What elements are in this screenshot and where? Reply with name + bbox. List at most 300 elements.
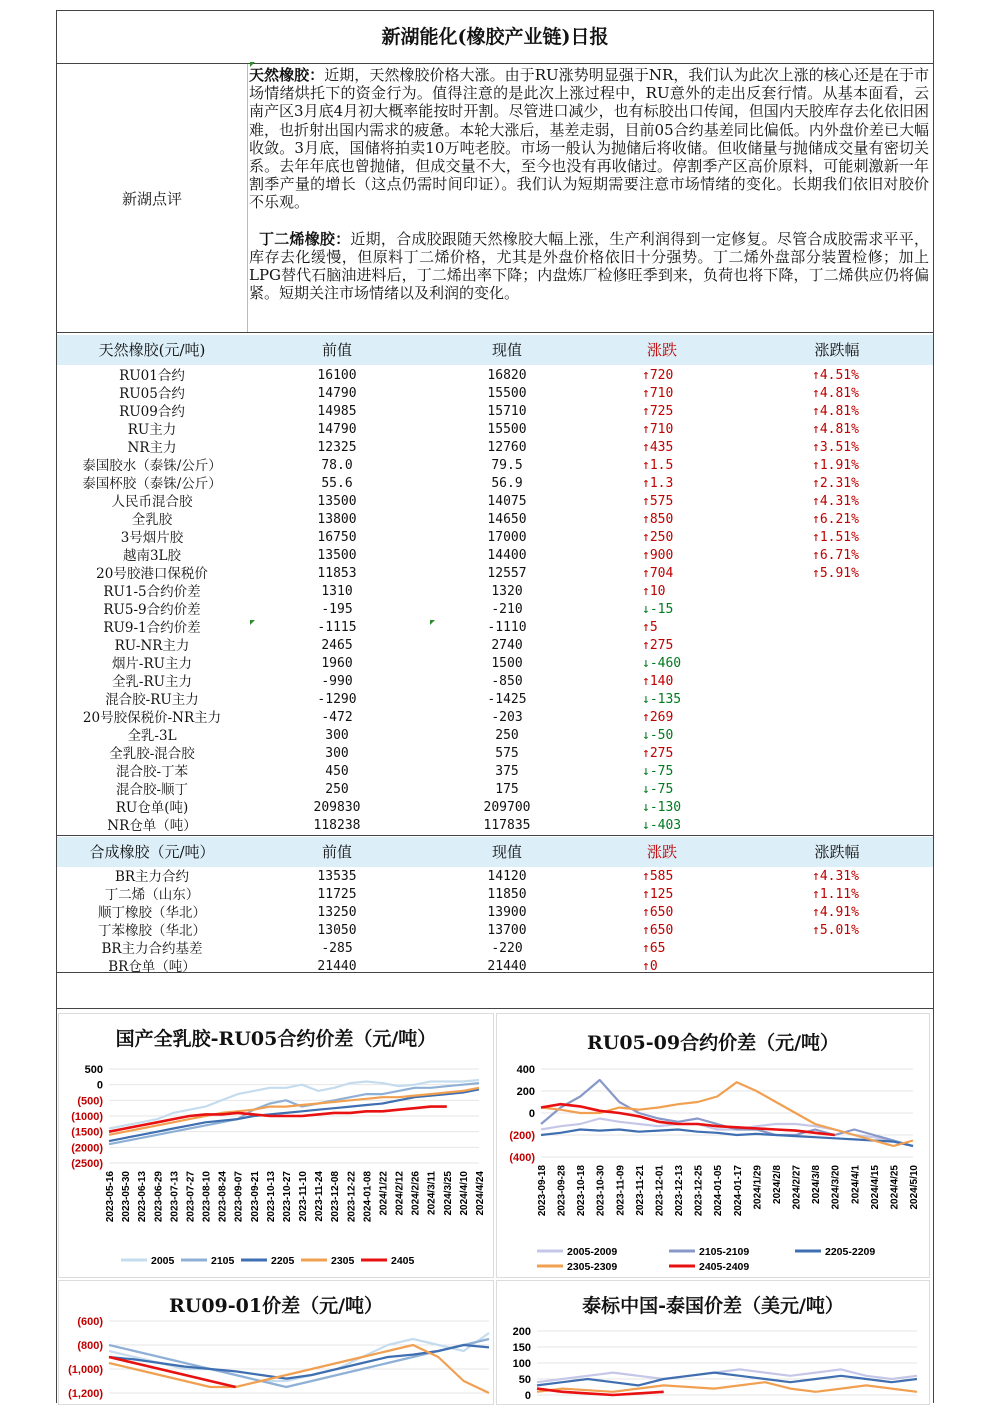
y-tick-label: (1,000) <box>68 1364 103 1376</box>
table-row <box>57 655 933 673</box>
y-tick-label: (200) <box>509 1130 535 1142</box>
row-prev: 209830 <box>313 800 361 815</box>
up-arrow-icon: ↑ <box>812 422 820 437</box>
row-pct-value: 6.21% <box>819 512 859 527</box>
row-cur: 14120 <box>487 869 527 884</box>
x-tick-label: 2023-12-22 <box>346 1171 358 1223</box>
row-name: RU05合约 <box>119 386 185 402</box>
row-name: 人民币混合胶 <box>111 494 193 510</box>
row-name: 混合胶-顺丁 <box>115 782 189 798</box>
up-arrow-icon: ↑ <box>642 746 650 761</box>
row-cur: 14650 <box>487 512 527 527</box>
row-chg <box>642 763 702 781</box>
row-cur: 15500 <box>487 386 527 401</box>
chart-ru05-09-spread <box>496 1013 930 1278</box>
chart-latex-ru05-spread <box>58 1013 494 1278</box>
row-prev: -990 <box>321 674 353 689</box>
table-row <box>57 709 933 727</box>
row-chg-value: 10 <box>649 584 666 599</box>
row-pct <box>812 904 892 922</box>
row-chg-value: 650 <box>649 923 674 938</box>
row-chg-value: -75 <box>649 764 674 779</box>
row-prev: 450 <box>325 764 349 779</box>
row-cur: 13900 <box>487 905 527 920</box>
row-pct <box>812 922 892 940</box>
up-arrow-icon: ↑ <box>642 566 650 581</box>
header-pct: 涨跌幅 <box>814 843 860 861</box>
legend-label: 2305 <box>331 1255 355 1267</box>
row-name: RU1-5合约价差 <box>103 584 201 600</box>
comment-natural-head: 天然橡胶： <box>249 66 325 84</box>
table-row <box>57 583 933 601</box>
row-chg <box>642 439 702 457</box>
x-tick-label: 2024/2/8 <box>771 1165 783 1204</box>
row-cur: 1320 <box>491 584 523 599</box>
row-pct <box>812 493 892 511</box>
comment-label-text: 新湖点评 <box>121 189 182 208</box>
row-name: RU09合约 <box>119 404 185 420</box>
row-prev: -195 <box>321 602 353 617</box>
up-arrow-icon: ↑ <box>642 476 650 491</box>
row-chg-value: 725 <box>649 404 674 419</box>
legend-label: 2405-2409 <box>699 1261 750 1273</box>
row-prev: 118238 <box>313 818 361 833</box>
up-arrow-icon: ↑ <box>642 512 650 527</box>
up-arrow-icon: ↑ <box>812 566 820 581</box>
row-prev: 12325 <box>317 440 357 455</box>
x-tick-label: 2023-07-27 <box>185 1171 197 1223</box>
row-cur: -850 <box>491 674 523 689</box>
x-tick-label: 2023-08-10 <box>201 1171 213 1223</box>
row-chg-value: 65 <box>649 941 666 956</box>
row-cur: 1500 <box>491 656 523 671</box>
row-pct-value: 4.31% <box>819 494 859 509</box>
row-pct <box>812 475 892 493</box>
comment-br-head: 丁二烯橡胶： <box>259 229 351 248</box>
table-row <box>57 868 933 886</box>
row-name: NR主力 <box>127 440 177 456</box>
row-prev: 21440 <box>317 959 357 974</box>
row-prev: 13500 <box>317 548 357 563</box>
x-tick-label: 2023-09-28 <box>556 1165 568 1217</box>
cell-comment-marker <box>430 620 435 625</box>
table-row <box>57 799 933 817</box>
row-prev: 78.0 <box>321 458 353 473</box>
x-tick-label: 2024/5/10 <box>909 1165 920 1210</box>
row-chg <box>642 421 702 439</box>
row-chg <box>642 781 702 799</box>
row-cur: -1425 <box>487 692 527 707</box>
row-chg-value: -135 <box>649 692 682 707</box>
row-name: RU仓单(吨) <box>115 800 189 816</box>
x-tick-label: 2023-09-21 <box>249 1171 261 1223</box>
row-pct-value: 4.81% <box>819 422 859 437</box>
row-name: RU-NR主力 <box>114 638 190 654</box>
table-row <box>57 565 933 583</box>
row-name: 20号胶港口保税价 <box>96 566 208 582</box>
row-pct <box>812 421 892 439</box>
y-tick-label: (600) <box>77 1316 103 1328</box>
row-cur: 12760 <box>487 440 527 455</box>
table-row <box>57 940 933 958</box>
x-tick-label: 2024/1/29 <box>752 1165 764 1210</box>
row-prev: 14790 <box>317 422 357 437</box>
row-chg <box>642 886 702 904</box>
chart-svg <box>497 1281 929 1404</box>
row-pct <box>812 886 892 904</box>
table-row <box>57 958 933 976</box>
header-chg: 涨跌 <box>646 843 677 861</box>
row-cur: 209700 <box>483 800 531 815</box>
x-tick-label: 2023-12-13 <box>674 1165 686 1217</box>
x-tick-label: 2024/2/26 <box>410 1171 422 1216</box>
chart-svg <box>59 1014 493 1277</box>
row-chg <box>642 475 702 493</box>
row-prev: -1115 <box>317 620 357 635</box>
series-line <box>109 1345 489 1379</box>
series-line <box>109 1357 236 1387</box>
row-chg <box>642 727 702 745</box>
up-arrow-icon: ↑ <box>642 923 650 938</box>
y-tick-label: (1,200) <box>68 1388 103 1400</box>
row-chg-value: 5 <box>649 620 658 635</box>
series-line <box>541 1082 913 1146</box>
up-arrow-icon: ↑ <box>812 368 820 383</box>
row-pct-value: 5.01% <box>819 923 859 938</box>
x-tick-label: 2024/1/22 <box>378 1171 390 1216</box>
y-tick-label: 0 <box>96 1079 103 1092</box>
header-prev: 前值 <box>321 843 352 861</box>
row-name: BR仓单（吨） <box>108 959 196 975</box>
x-tick-label: 2023-09-07 <box>233 1171 245 1223</box>
row-prev: 2465 <box>321 638 353 653</box>
row-pct-value: 4.81% <box>819 386 859 401</box>
row-cur: 16820 <box>487 368 527 383</box>
row-chg-value: 710 <box>649 422 674 437</box>
chart-title: RU05-09合约价差（元/吨） <box>586 1032 840 1054</box>
y-tick-label: 150 <box>512 1342 531 1354</box>
x-tick-label: 2024/3/11 <box>426 1171 438 1215</box>
down-arrow-icon: ↓ <box>642 728 650 743</box>
row-prev: 14790 <box>317 386 357 401</box>
row-chg-value: -130 <box>649 800 682 815</box>
y-tick-label: 200 <box>516 1086 535 1098</box>
legend-label: 2105-2109 <box>699 1246 750 1258</box>
row-chg <box>642 817 702 835</box>
up-arrow-icon: ↑ <box>812 548 820 563</box>
divider <box>57 332 933 333</box>
x-tick-label: 2023-10-18 <box>576 1165 588 1217</box>
row-chg-value: 704 <box>649 566 674 581</box>
table-row <box>57 619 933 637</box>
x-tick-label: 2023-10-30 <box>595 1165 607 1217</box>
row-chg <box>642 403 702 421</box>
row-pct-value: 5.91% <box>819 566 859 581</box>
x-tick-label: 2023-07-13 <box>169 1171 181 1223</box>
row-name: BR主力合约基差 <box>101 941 203 957</box>
table-row <box>57 457 933 475</box>
row-pct <box>812 565 892 583</box>
down-arrow-icon: ↓ <box>642 602 650 617</box>
row-prev: 14985 <box>317 404 357 419</box>
row-prev: 16750 <box>317 530 357 545</box>
row-pct-value: 4.91% <box>819 905 859 920</box>
x-tick-label: 2024-01-17 <box>732 1165 744 1217</box>
legend-label: 2105 <box>211 1255 235 1267</box>
series-line <box>541 1119 913 1147</box>
row-chg-value: 900 <box>649 548 674 563</box>
row-cur: 14400 <box>487 548 527 563</box>
table-row <box>57 781 933 799</box>
up-arrow-icon: ↑ <box>812 869 820 884</box>
up-arrow-icon: ↑ <box>812 905 820 920</box>
comment-natural-rubber <box>249 66 929 212</box>
row-cur: 375 <box>495 764 519 779</box>
y-tick-label: 500 <box>84 1064 103 1076</box>
row-cur: 13700 <box>487 923 527 938</box>
up-arrow-icon: ↑ <box>642 638 650 653</box>
down-arrow-icon: ↓ <box>642 764 650 779</box>
row-chg-value: 1.5 <box>649 458 674 473</box>
table-row <box>57 439 933 457</box>
row-cur: -220 <box>491 941 523 956</box>
x-tick-label: 2023-11-21 <box>634 1165 646 1216</box>
header-prev: 前值 <box>321 341 352 359</box>
row-chg-value: 275 <box>649 746 674 761</box>
row-cur: -203 <box>491 710 523 725</box>
up-arrow-icon: ↑ <box>642 905 650 920</box>
row-prev: 300 <box>325 728 349 743</box>
x-tick-label: 2024-01-08 <box>362 1171 374 1223</box>
legend-label: 2005-2009 <box>567 1246 618 1258</box>
table-row <box>57 385 933 403</box>
row-name: 全乳-3L <box>127 728 177 744</box>
up-arrow-icon: ↑ <box>642 386 650 401</box>
header-name: 天然橡胶(元/吨) <box>98 341 206 359</box>
row-pct <box>812 367 892 385</box>
down-arrow-icon: ↓ <box>642 818 650 833</box>
x-tick-label: 2023-06-29 <box>153 1171 165 1223</box>
x-tick-label: 2024-01-05 <box>713 1165 725 1217</box>
x-tick-label: 2024/4/1 <box>850 1165 862 1204</box>
up-arrow-icon: ↑ <box>642 869 650 884</box>
chart-ru09-01-spread <box>58 1280 494 1405</box>
row-pct-value: 4.31% <box>819 869 859 884</box>
up-arrow-icon: ↑ <box>642 620 650 635</box>
row-chg <box>642 868 702 886</box>
row-chg <box>642 511 702 529</box>
x-tick-label: 2023-10-13 <box>265 1171 277 1223</box>
comment-natural-text: 近期，天然橡胶价格大涨。由于RU涨势明显强于NR，我们认为此次上涨的核心还是在于市场情绪烘托下的资金行为。值得注意的是此次上涨过程中，RU意外的走出反套行情。从基本面看，云南产区3月底4月初大概率能按时开割。尽管进口减少，也有标胶出口传闻，但国内天胶库存去化依旧困难，也折射出国内需求的疲惫。本轮大涨后，基差走弱，目前05合约基差同比偏低。内外盘价差已大幅收敛。3月底，国储将拍卖10万吨老胶。市场一般认为抛储后将收储。但收储量与抛储成交量有密切关系。去年年底也曾抛储，但成交量不大，至今也没有再收储过。停割季产区高价原料，可能刺激新一年割季产量的增长（这点仍需时间印证）。我们认为短期需要注意市场情绪的变化。长期我们依旧对胶价不乐观。 <box>249 66 929 212</box>
x-tick-label: 2024/3/20 <box>830 1165 842 1210</box>
row-name: 全乳胶 <box>131 512 173 528</box>
y-tick-label: (800) <box>77 1340 103 1352</box>
series-line <box>109 1083 479 1144</box>
up-arrow-icon: ↑ <box>642 530 650 545</box>
row-name: RU01合约 <box>119 368 185 384</box>
down-arrow-icon: ↓ <box>642 692 650 707</box>
natural-table-header <box>57 335 933 365</box>
table-row <box>57 511 933 529</box>
row-chg-value: -75 <box>649 782 674 797</box>
cell-comment-marker <box>250 620 255 625</box>
row-chg <box>642 655 702 673</box>
series-line <box>109 1333 489 1381</box>
y-tick-label: (1000) <box>71 1111 103 1123</box>
row-chg <box>642 691 702 709</box>
legend-label: 2205-2209 <box>825 1246 876 1258</box>
row-prev: -285 <box>321 941 353 956</box>
natural-table <box>57 367 933 835</box>
table-row <box>57 601 933 619</box>
row-name: 顺丁橡胶（华北） <box>98 905 206 921</box>
x-tick-label: 2024/3/8 <box>811 1165 823 1204</box>
header-chg: 涨跌 <box>646 341 677 359</box>
row-pct-value: 3.51% <box>819 440 859 455</box>
x-tick-label: 2024/3/25 <box>442 1171 454 1216</box>
row-cur: 79.5 <box>491 458 523 473</box>
row-pct-value: 1.51% <box>819 530 859 545</box>
comment-butadiene-rubber <box>249 230 929 303</box>
x-tick-label: 2023-12-01 <box>654 1165 666 1217</box>
row-chg <box>642 385 702 403</box>
row-cur: 12557 <box>487 566 527 581</box>
row-name: 丁二烯（山东） <box>104 887 200 903</box>
row-prev: -472 <box>321 710 353 725</box>
up-arrow-icon: ↑ <box>812 530 820 545</box>
legend-label: 2205 <box>271 1255 295 1267</box>
row-name: 全乳胶-混合胶 <box>109 746 195 762</box>
row-pct-value: 6.71% <box>819 548 859 563</box>
table-row <box>57 886 933 904</box>
row-cur: -1110 <box>487 620 527 635</box>
up-arrow-icon: ↑ <box>642 368 650 383</box>
row-cur: 14075 <box>487 494 527 509</box>
row-chg <box>642 457 702 475</box>
row-pct <box>812 403 892 421</box>
legend-label: 2305-2309 <box>567 1261 618 1273</box>
row-pct <box>812 511 892 529</box>
table-row <box>57 403 933 421</box>
row-name: 全乳-RU主力 <box>111 674 193 690</box>
row-chg <box>642 547 702 565</box>
row-cur: 2740 <box>491 638 523 653</box>
row-chg <box>642 709 702 727</box>
comment-body <box>249 66 929 302</box>
row-pct-value: 4.51% <box>819 368 859 383</box>
series-line <box>541 1130 913 1147</box>
report-title: 新湖能化(橡胶产业链)日报 <box>57 10 933 64</box>
table-row <box>57 745 933 763</box>
row-cur: 21440 <box>487 959 527 974</box>
row-prev: 1960 <box>321 656 353 671</box>
x-tick-label: 2023-05-30 <box>121 1171 133 1223</box>
up-arrow-icon: ↑ <box>642 941 650 956</box>
up-arrow-icon: ↑ <box>812 887 820 902</box>
series-line <box>537 1382 917 1392</box>
row-name: 混合胶-丁苯 <box>115 764 189 780</box>
row-chg-value: 850 <box>649 512 674 527</box>
row-cur: 175 <box>495 782 519 797</box>
row-chg <box>642 529 702 547</box>
row-chg <box>642 583 702 601</box>
row-pct <box>812 529 892 547</box>
row-chg-value: -15 <box>649 602 674 617</box>
up-arrow-icon: ↑ <box>642 710 650 725</box>
up-arrow-icon: ↑ <box>812 923 820 938</box>
row-prev: 11853 <box>317 566 357 581</box>
synthetic-table-header <box>57 837 933 867</box>
row-chg-value: -403 <box>649 818 682 833</box>
y-tick-label: (2000) <box>71 1142 103 1155</box>
row-prev: 13535 <box>317 869 357 884</box>
row-name: 20号胶保税价-NR主力 <box>82 710 222 726</box>
x-tick-label: 2023-09-18 <box>537 1165 548 1217</box>
row-chg-value: 275 <box>649 638 674 653</box>
chart-title: 国产全乳胶-RU05合约价差（元/吨） <box>115 1028 437 1050</box>
row-chg-value: 125 <box>649 887 674 902</box>
x-tick-label: 2024/4/10 <box>458 1171 470 1216</box>
row-pct <box>812 385 892 403</box>
row-chg <box>642 367 702 385</box>
y-tick-label: 200 <box>512 1326 531 1338</box>
row-pct <box>812 439 892 457</box>
x-tick-label: 2023-12-08 <box>330 1171 342 1223</box>
row-prev: 300 <box>325 746 349 761</box>
up-arrow-icon: ↑ <box>642 887 650 902</box>
row-prev: 250 <box>325 782 349 797</box>
row-pct-value: 2.31% <box>819 476 859 491</box>
row-cur: 56.9 <box>491 476 523 491</box>
x-tick-label: 2023-05-16 <box>105 1171 116 1223</box>
down-arrow-icon: ↓ <box>642 782 650 797</box>
comment-br-text: 近期，合成胶跟随天然橡胶大幅上涨，生产利润得到一定修复。尽管合成胶需求平平，库存去化缓慢，但原料丁二烯价格，尤其是外盘价格依旧十分强势。丁二烯外盘部分装置检修；加上LPG替代石脑油进料后，丁二烯出率下降；内盘炼厂检修旺季到来，负荷也将下降，丁二烯供应仍将偏紧。短期关注市场情绪以及利润的变化。 <box>249 229 929 303</box>
y-tick-label: 50 <box>518 1374 531 1386</box>
row-chg <box>642 637 702 655</box>
row-cur: 15710 <box>487 404 527 419</box>
row-name: 丁苯橡胶（华北） <box>98 923 206 939</box>
table-row <box>57 922 933 940</box>
row-prev: 16100 <box>317 368 357 383</box>
table-row <box>57 763 933 781</box>
row-chg-value: 710 <box>649 386 674 401</box>
comment-label <box>57 64 248 332</box>
row-cur: -210 <box>491 602 523 617</box>
row-pct-value: 4.81% <box>819 404 859 419</box>
y-tick-label: (500) <box>77 1095 103 1108</box>
y-tick-label: 400 <box>516 1064 535 1076</box>
up-arrow-icon: ↑ <box>642 548 650 563</box>
row-chg-value: 269 <box>649 710 674 725</box>
row-name: RU5-9合约价差 <box>103 602 201 618</box>
x-tick-label: 2024/4/15 <box>869 1165 881 1210</box>
row-name: RU9-1合约价差 <box>103 620 201 636</box>
table-row <box>57 529 933 547</box>
row-chg <box>642 601 702 619</box>
header-cur: 现值 <box>491 843 522 861</box>
row-prev: 13050 <box>317 923 357 938</box>
row-prev: -1290 <box>317 692 357 707</box>
x-tick-label: 2023-08-24 <box>217 1171 229 1223</box>
up-arrow-icon: ↑ <box>642 440 650 455</box>
row-name: 泰国胶水（泰铢/公斤） <box>82 458 222 474</box>
up-arrow-icon: ↑ <box>642 674 650 689</box>
x-tick-label: 2023-12-25 <box>693 1165 705 1217</box>
row-chg <box>642 565 702 583</box>
row-pct <box>812 457 892 475</box>
x-tick-label: 2023-11-24 <box>314 1171 326 1222</box>
row-pct-value: 1.91% <box>819 458 859 473</box>
